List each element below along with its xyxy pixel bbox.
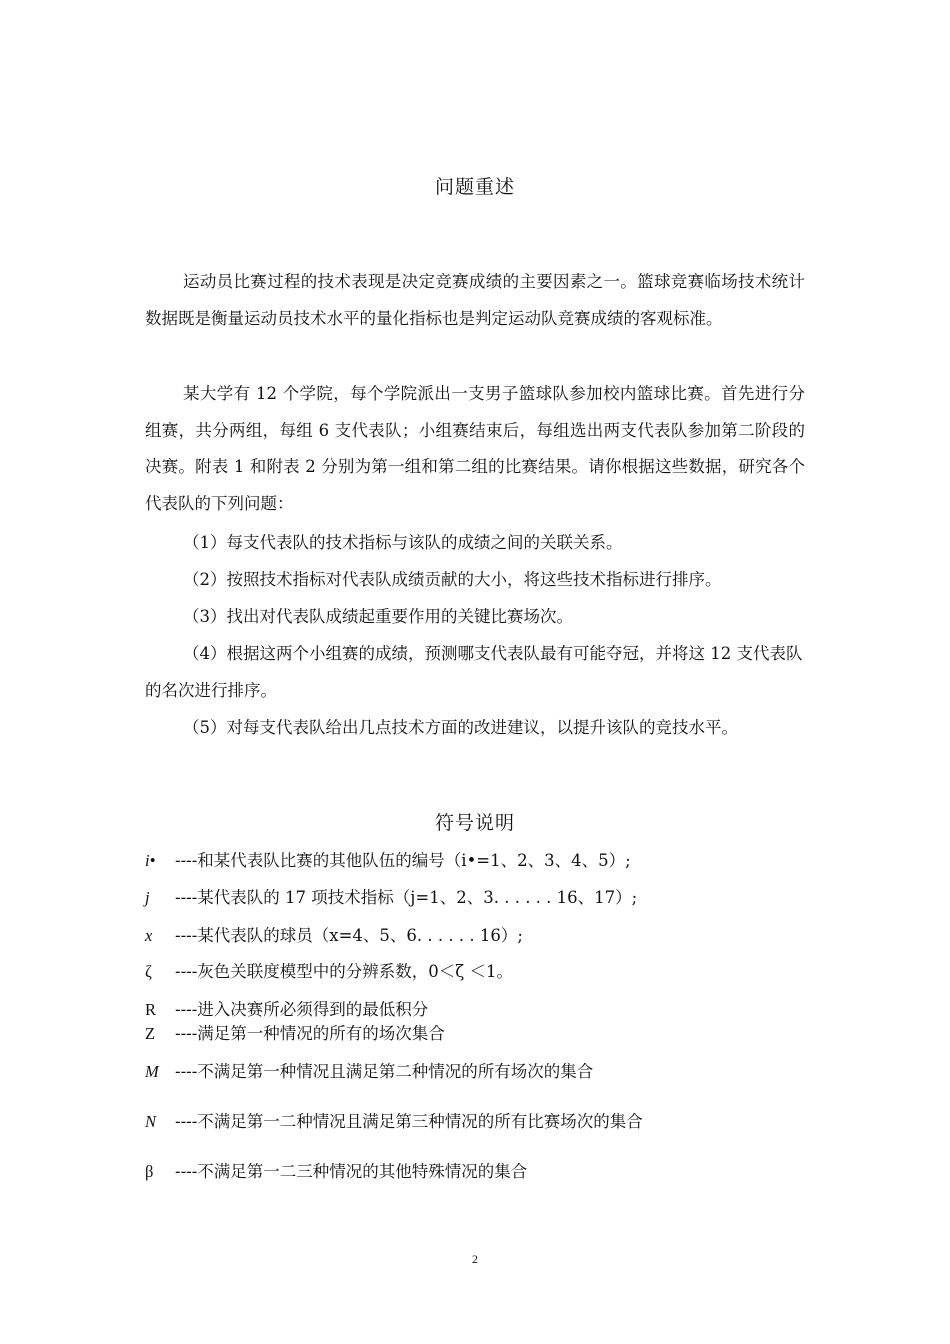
paragraph-2: 某大学有 12 个学院，每个学院派出一支男子篮球队参加校内篮球比赛。首先进行分组赛，共分两组，每组 6 支代表队；小组赛结束后，每组选出两支代表队参加第二阶段的决赛。附表 1 和附表 2 分别为第一组和第二组的比赛结果。请你根据这些数据，研究各个代表队的下列问题：	[145, 384, 805, 513]
section-title-symbols: 符号说明	[434, 812, 515, 834]
symbol-description: ----某代表队的 17 项技术指标（j=1、2、3. . . . . . 16、17）;	[175, 888, 638, 907]
symbol-description: ----某代表队的球员（x=4、5、6. . . . . . 16）;	[175, 926, 523, 945]
symbol-row	[145, 1160, 825, 1184]
question-item-1: （1）每支代表队的技术指标与该队的成绩之间的关联关系。	[183, 533, 623, 552]
symbol-row	[145, 1110, 825, 1134]
symbol-row	[145, 1060, 825, 1084]
symbol: R	[145, 1000, 157, 1019]
symbol: N	[145, 1112, 157, 1131]
symbol-row	[145, 924, 825, 948]
symbol-description: ----灰色关联度模型中的分辨系数，0＜ζ ＜1。	[175, 962, 513, 981]
symbol: j	[145, 888, 150, 907]
paragraph-1: 运动员比赛过程的技术表现是决定竞赛成绩的主要因素之一。篮球竞赛临场技术统计数据既是衡量运动员技术水平的量化指标也是判定运动队竞赛成绩的客观标准。	[145, 272, 805, 328]
symbol: M	[145, 1062, 159, 1081]
symbol-row	[145, 960, 825, 984]
symbol-description: ----和某代表队比赛的其他队伍的编号（i•=1、2、3、4、5）;	[175, 851, 631, 870]
page-number: 2	[472, 1252, 478, 1266]
symbol-row	[145, 849, 825, 873]
symbol: i•	[145, 851, 156, 870]
symbol-description: ----满足第一种情况的所有的场次集合	[175, 1024, 445, 1043]
symbol-row	[145, 886, 825, 910]
question-item-5: （5）对每支代表队给出几点技术方面的改进建议，以提升该队的竞技水平。	[183, 718, 738, 737]
question-item-2: （2）按照技术指标对代表队成绩贡献的大小，将这些技术指标进行排序。	[183, 570, 722, 589]
symbol-description: ----进入决赛所必须得到的最低积分	[175, 1000, 429, 1019]
symbol-description: ----不满足第一二三种情况的其他特殊情况的集合	[175, 1162, 528, 1181]
symbol: Z	[145, 1024, 156, 1043]
symbol-row	[145, 1022, 825, 1046]
section-title-problem-restatement: 问题重述	[434, 176, 515, 198]
question-item-4: （4）根据这两个小组赛的成绩，预测哪支代表队最有可能夺冠，并将这 12 支代表队的名次进行排序。	[145, 644, 803, 700]
symbol: β	[145, 1162, 154, 1181]
symbol-description: ----不满足第一种情况且满足第二种情况的所有场次的集合	[175, 1062, 594, 1081]
symbol: x	[145, 926, 153, 945]
symbol-description: ----不满足第一二种情况且满足第三种情况的所有比赛场次的集合	[175, 1112, 643, 1131]
symbol: ζ	[145, 962, 152, 981]
symbol-row	[145, 998, 825, 1022]
question-item-3: （3）找出对代表队成绩起重要作用的关键比赛场次。	[183, 607, 573, 626]
